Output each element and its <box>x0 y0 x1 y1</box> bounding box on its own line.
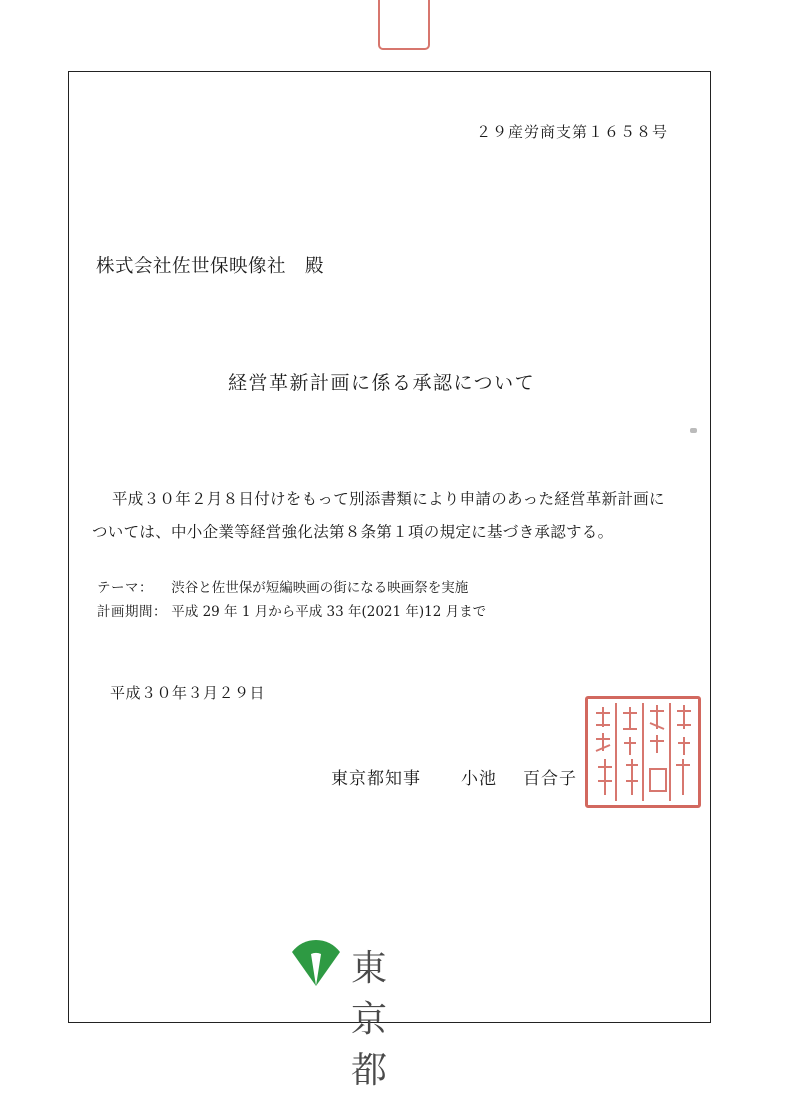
body-text-line-1: 平成３０年２月８日付けをもって別添書類により申請のあった経営革新計画に <box>112 490 665 508</box>
theme-value: 渋谷と佐世保が短編映画の街になる映画祭を実施 <box>171 580 469 596</box>
period-label: 計画期間： <box>97 604 167 620</box>
document-frame <box>68 71 711 1023</box>
addressee: 株式会社佐世保映像社 殿 <box>96 256 325 277</box>
official-seal-stamp <box>585 696 701 808</box>
body-text-line-2: ついては、中小企業等経営強化法第８条第１項の規定に基づき承認する。 <box>92 523 614 541</box>
theme-label: テーマ： <box>97 580 153 596</box>
issue-date: 平成３０年３月２９日 <box>110 684 266 702</box>
ginkgo-leaf-icon <box>289 940 343 992</box>
signatory <box>331 764 577 789</box>
tokyo-logo-text: 東京都 <box>351 948 392 1091</box>
seal-glyphs <box>588 699 698 805</box>
top-seal-stamp <box>378 0 430 50</box>
signatory-given-name: 百合子 <box>523 769 577 789</box>
signatory-title: 東京都知事 <box>331 769 421 789</box>
theme-row <box>97 576 468 596</box>
document-title: 経営革新計画に係る承認について <box>228 372 536 394</box>
document-number: ２９産労商支第１６５８号 <box>476 123 669 141</box>
period-row <box>97 600 486 620</box>
period-value: 平成 29 年 1 月から平成 33 年(2021 年)12 月まで <box>171 604 487 620</box>
scan-mark <box>690 428 697 433</box>
signatory-surname: 小池 <box>461 769 497 789</box>
